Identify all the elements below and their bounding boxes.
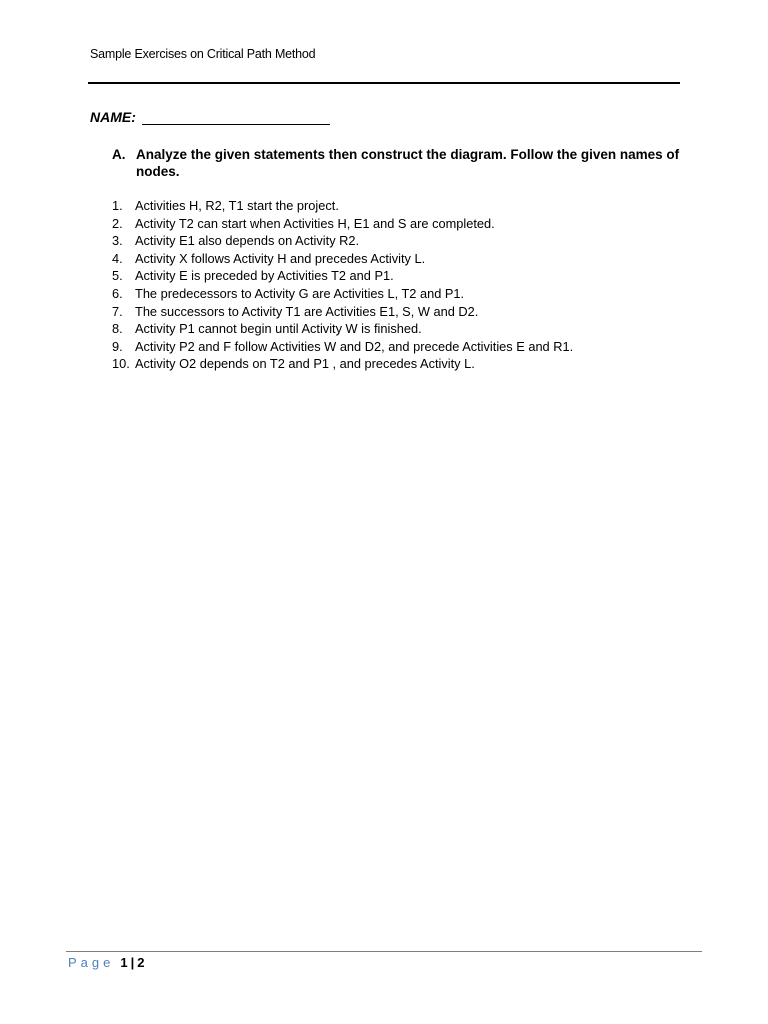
- list-item: [112, 267, 692, 285]
- item-text: Activity O2 depends on T2 and P1 , and precedes Activity L.: [135, 356, 475, 372]
- current-page-number: 1: [120, 955, 128, 970]
- item-number: 4.: [112, 250, 123, 266]
- item-number: 9.: [112, 338, 123, 354]
- item-text: Activities H, R2, T1 start the project.: [135, 198, 339, 213]
- item-number: 3.: [112, 233, 123, 249]
- item-number: 10.: [112, 356, 130, 372]
- item-number: 1.: [112, 198, 123, 213]
- item-text: Activity X follows Activity H and precedes Activity L.: [135, 250, 426, 266]
- item-text: Activity P2 and F follow Activities W and D2, and precede Activities E and R1.: [135, 338, 574, 354]
- footer-divider: [66, 951, 702, 952]
- page-word: Page: [68, 955, 115, 970]
- item-number: 2.: [112, 215, 123, 231]
- page-footer: [68, 955, 144, 970]
- list-item: [112, 285, 692, 303]
- item-text: Activity P1 cannot begin until Activity W is finished.: [135, 321, 422, 337]
- list-item: [112, 197, 692, 215]
- statement-list: [112, 197, 692, 373]
- list-item: [112, 215, 692, 233]
- list-item: [112, 338, 692, 356]
- name-label: NAME:: [90, 109, 136, 125]
- item-number: 8.: [112, 321, 123, 337]
- item-text: Activity E is preceded by Activities T2 and P1.: [135, 268, 394, 284]
- item-text: The successors to Activity T1 are Activities E1, S, W and D2.: [135, 303, 479, 319]
- name-field: [90, 109, 330, 125]
- list-item: [112, 232, 692, 250]
- item-text: Activity T2 can start when Activities H, E1 and S are completed.: [135, 215, 495, 231]
- list-item: [112, 303, 692, 321]
- page-separator: |: [130, 955, 135, 970]
- item-number: 7.: [112, 303, 123, 319]
- list-item: [112, 250, 692, 268]
- item-text: The predecessors to Activity G are Activities L, T2 and P1.: [135, 285, 465, 301]
- document-header-title: Sample Exercises on Critical Path Method: [90, 47, 316, 61]
- list-item: [112, 355, 692, 373]
- section-marker: A.: [112, 147, 126, 162]
- item-text: Activity E1 also depends on Activity R2.: [135, 233, 360, 249]
- section-a: [112, 146, 682, 180]
- name-blank-line[interactable]: [142, 110, 330, 125]
- item-number: 6.: [112, 285, 123, 301]
- list-item: [112, 320, 692, 338]
- header-divider: [88, 82, 680, 84]
- section-instruction: Analyze the given statements then construct the diagram. Follow the given names of nodes.: [136, 147, 680, 179]
- item-number: 5.: [112, 268, 123, 284]
- total-pages-number: 2: [137, 955, 145, 970]
